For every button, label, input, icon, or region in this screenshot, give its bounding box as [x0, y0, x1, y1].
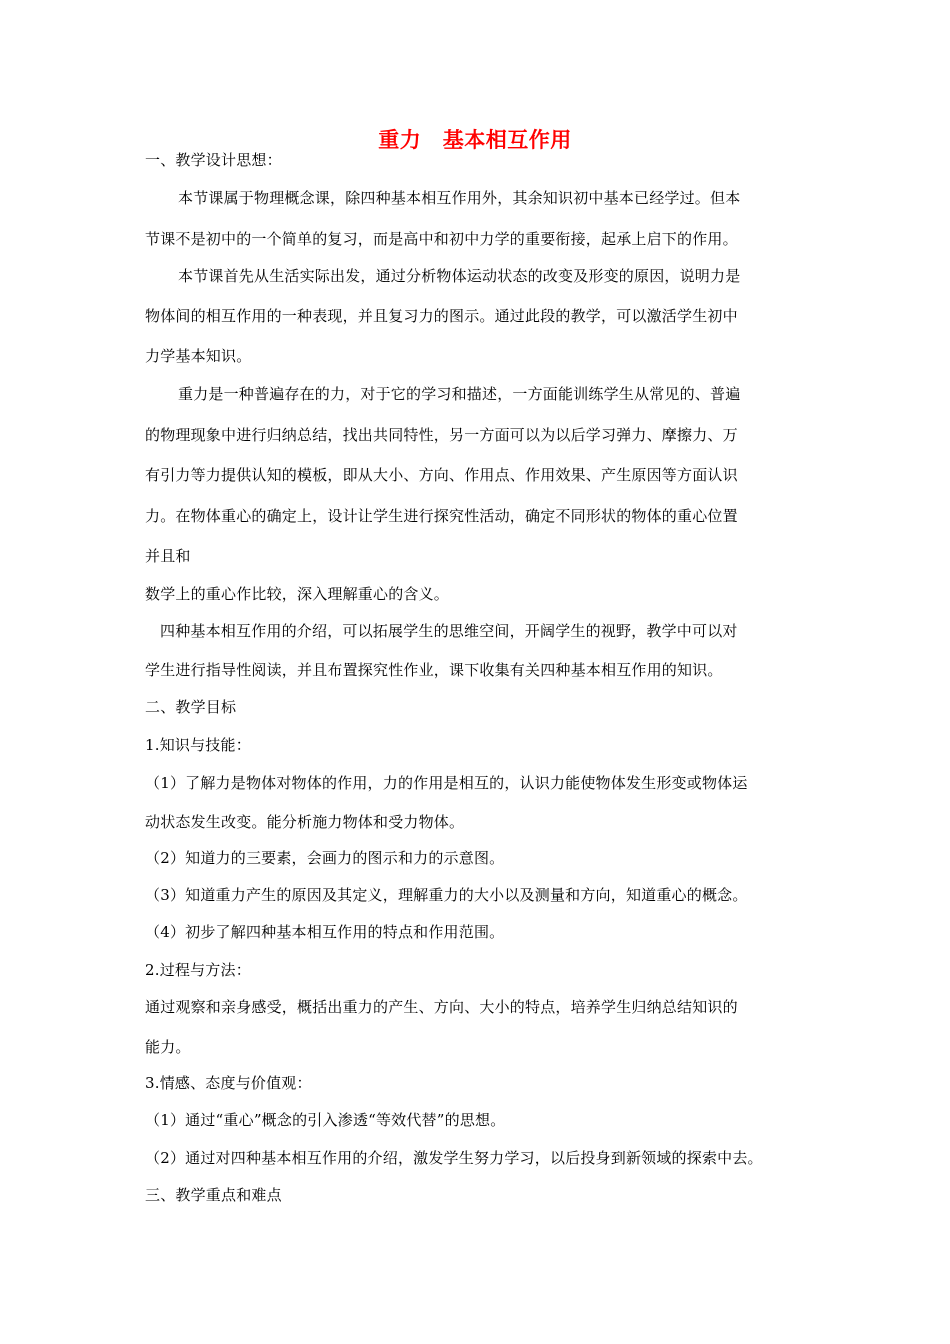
list-item: （2）知道力的三要素，会画力的图示和力的示意图。 — [145, 849, 505, 867]
paragraph-line: 学生进行指导性阅读，并且布置探究性作业，课下收集有关四种基本相互作用的知识。 — [145, 661, 723, 679]
list-item: （4）初步了解四种基本相互作用的特点和作用范围。 — [145, 923, 505, 941]
list-item: （1）通过“重心”概念的引入渗透“等效代替”的思想。 — [145, 1111, 506, 1129]
subsection-heading: 3.情感、态度与价值观： — [145, 1074, 312, 1092]
list-item: （3）知道重力产生的原因及其定义，理解重力的大小以及测量和方向，知道重心的概念。 — [145, 886, 748, 904]
list-item: （1）了解力是物体对物体的作用，力的作用是相互的，认识力能使物体发生形变或物体运 — [145, 774, 748, 792]
document-title: 重力 基本相互作用 — [378, 127, 572, 152]
subsection-heading: 2.过程与方法： — [145, 961, 251, 979]
paragraph-line: 力。在物体重心的确定上，设计让学生进行探究性活动，确定不同形状的物体的重心位置 — [145, 507, 738, 525]
section-heading-objectives: 二、教学目标 — [145, 698, 237, 716]
paragraph-line: 物体间的相互作用的一种表现，并且复习力的图示。通过此段的教学，可以激活学生初中 — [145, 307, 738, 325]
paragraph-line: 本节课首先从生活实际出发，通过分析物体运动状态的改变及形变的原因，说明力是 — [178, 267, 741, 285]
subsection-heading: 1.知识与技能： — [145, 736, 251, 754]
paragraph-line: 本节课属于物理概念课，除四种基本相互作用外，其余知识初中基本已经学过。但本 — [178, 189, 741, 207]
paragraph-line: 能力。 — [145, 1038, 191, 1056]
paragraph-line: 力学基本知识。 — [145, 347, 252, 365]
section-heading-design: 一、教学设计思想： — [145, 151, 282, 169]
paragraph-line: 数学上的重心作比较，深入理解重心的含义。 — [145, 585, 450, 603]
list-item: （2）通过对四种基本相互作用的介绍，激发学生努力学习，以后投身到新领域的探索中去。 — [145, 1149, 763, 1167]
paragraph-line: 节课不是初中的一个简单的复习，而是高中和初中力学的重要衔接，起承上启下的作用。 — [145, 230, 738, 248]
paragraph-line: 有引力等力提供认知的模板，即从大小、方向、作用点、作用效果、产生原因等方面认识 — [145, 466, 738, 484]
paragraph-line: 并且和 — [145, 547, 191, 565]
section-heading-key-points: 三、教学重点和难点 — [145, 1186, 282, 1204]
paragraph-line: 通过观察和亲身感受，概括出重力的产生、方向、大小的特点，培养学生归纳总结知识的 — [145, 998, 738, 1016]
paragraph-line: 四种基本相互作用的介绍，可以拓展学生的思维空间，开阔学生的视野，教学中可以对 — [160, 622, 738, 640]
paragraph-line: 的物理现象中进行归纳总结，找出共同特性，另一方面可以为以后学习弹力、摩擦力、万 — [145, 426, 738, 444]
list-item: 动状态发生改变。能分析施力物体和受力物体。 — [145, 813, 465, 831]
paragraph-line: 重力是一种普遍存在的力，对于它的学习和描述，一方面能训练学生从常见的、普遍 — [178, 385, 741, 403]
